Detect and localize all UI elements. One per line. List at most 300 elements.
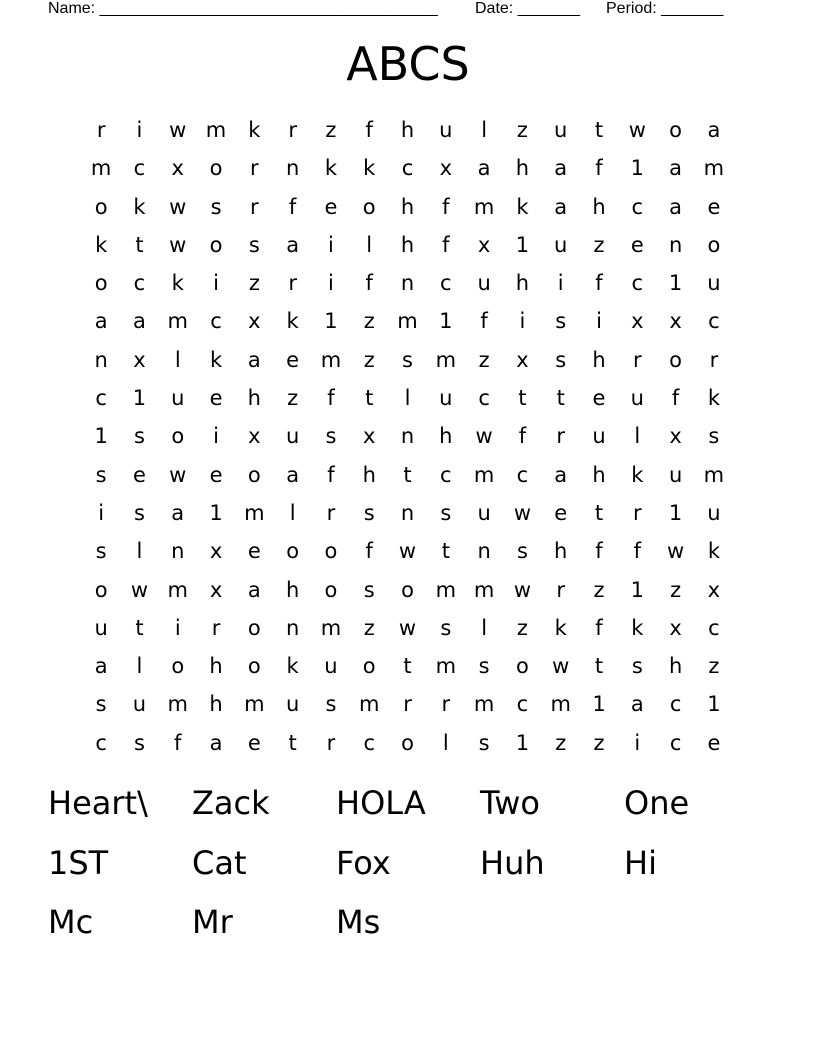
- grid-cell: l: [481, 118, 488, 142]
- grid-cell: n: [400, 424, 415, 449]
- grid-cell: x: [363, 424, 376, 449]
- grid-cell: t: [403, 654, 412, 679]
- grid-cell: e: [286, 347, 300, 372]
- grid-cell: s: [631, 654, 643, 679]
- grid-cell: o: [94, 194, 108, 219]
- grid-cell: 1: [515, 232, 530, 257]
- grid-cell: t: [365, 386, 374, 411]
- grid-cell: e: [592, 386, 606, 411]
- grid-cell: o: [247, 615, 261, 640]
- grid-cell: 1: [668, 271, 683, 296]
- grid-cell: e: [630, 232, 644, 257]
- grid-cell: x: [631, 309, 644, 334]
- grid-cell: h: [668, 654, 683, 679]
- grid-cell: u: [707, 500, 721, 525]
- grid-cell: m: [167, 577, 188, 602]
- grid-cell: o: [324, 539, 338, 564]
- grid-cell: x: [669, 424, 682, 449]
- grid-cell: 1: [439, 309, 453, 334]
- grid-cell: m: [550, 692, 571, 717]
- grid-cell: e: [247, 730, 261, 755]
- grid-cell: w: [398, 539, 417, 564]
- grid-cell: k: [631, 462, 644, 487]
- grid-cell: a: [286, 232, 300, 257]
- grid-cell: n: [171, 539, 185, 564]
- grid-cell: z: [363, 309, 375, 334]
- grid-cell: m: [358, 692, 380, 717]
- grid-cell: h: [209, 692, 223, 717]
- grid-cell: l: [634, 424, 641, 449]
- grid-cell: 1: [630, 156, 644, 181]
- grid-cell: w: [169, 462, 187, 487]
- grid-cell: k: [95, 232, 108, 257]
- grid-cell: s: [440, 500, 452, 525]
- grid-cell: k: [516, 194, 529, 219]
- grid-cell: a: [477, 156, 491, 181]
- grid-cell: z: [670, 577, 682, 602]
- grid-cell: f: [288, 194, 297, 219]
- grid-cell: s: [325, 692, 337, 717]
- grid-cell: f: [633, 539, 641, 564]
- grid-cell: w: [169, 194, 187, 219]
- grid-cell: f: [442, 232, 450, 257]
- grid-cell: 1: [707, 692, 721, 717]
- grid-cell: i: [213, 424, 219, 449]
- grid-cell: s: [248, 232, 260, 257]
- grid-cell: l: [136, 539, 143, 564]
- grid-row: [82, 724, 734, 762]
- grid-cell: c: [669, 692, 682, 717]
- grid-row: [82, 609, 734, 647]
- grid-cell: l: [481, 615, 488, 640]
- grid-cell: o: [669, 118, 683, 142]
- word-list-item: One: [624, 784, 690, 822]
- grid-cell: m: [167, 309, 188, 334]
- grid-cell: c: [631, 271, 644, 296]
- grid-cell: e: [707, 730, 721, 755]
- grid-cell: o: [401, 730, 414, 755]
- grid-cell: u: [171, 386, 185, 411]
- grid-cell: m: [90, 156, 112, 181]
- word-list-item: Hi: [624, 843, 657, 882]
- grid-cell: o: [324, 577, 338, 602]
- grid-cell: i: [174, 615, 181, 640]
- grid-cell: o: [401, 577, 414, 602]
- grid-cell: a: [669, 156, 683, 181]
- grid-cell: t: [518, 386, 527, 411]
- grid-cell: c: [708, 309, 720, 334]
- grid-cell: o: [515, 654, 529, 679]
- grid-cell: x: [209, 539, 223, 564]
- grid-cell: l: [404, 386, 411, 411]
- worksheet-header: [48, 0, 748, 20]
- grid-cell: z: [516, 118, 528, 142]
- grid-cell: c: [440, 462, 452, 487]
- grid-cell: m: [435, 577, 457, 602]
- grid-cell: o: [94, 271, 108, 296]
- word-list-item: Fox: [336, 843, 391, 882]
- grid-cell: i: [596, 309, 602, 334]
- grid-cell: u: [94, 615, 108, 640]
- grid-cell: n: [285, 156, 300, 181]
- grid-cell: m: [320, 347, 342, 372]
- grid-cell: z: [363, 615, 375, 640]
- grid-cell: f: [174, 730, 182, 755]
- grid-cell: k: [286, 654, 299, 679]
- grid-cell: h: [592, 194, 606, 219]
- grid-cell: 1: [515, 730, 530, 755]
- grid-cell: m: [473, 577, 495, 602]
- grid-cell: k: [707, 539, 720, 564]
- grid-cell: s: [95, 692, 107, 717]
- grid-cell: x: [248, 424, 261, 449]
- grid-cell: z: [516, 615, 528, 640]
- grid-cell: 1: [592, 692, 606, 717]
- grid-cell: i: [98, 500, 105, 525]
- grid-cell: r: [288, 118, 297, 142]
- grid-cell: a: [554, 462, 568, 487]
- grid-cell: k: [363, 156, 376, 181]
- grid-cell: l: [289, 500, 296, 525]
- grid-cell: s: [708, 424, 720, 449]
- word-list-item: HOLA: [336, 784, 426, 822]
- grid-cell: u: [439, 118, 453, 142]
- grid-cell: u: [132, 692, 147, 717]
- grid-cell: r: [709, 347, 719, 372]
- grid-cell: e: [707, 194, 721, 219]
- grid-row: [82, 417, 734, 455]
- grid-cell: r: [632, 347, 642, 372]
- grid-cell: f: [365, 539, 373, 564]
- grid-row: [82, 302, 734, 340]
- grid-cell: h: [554, 539, 568, 564]
- grid-row: [82, 647, 734, 685]
- grid-cell: s: [133, 730, 145, 755]
- grid-cell: e: [209, 462, 223, 487]
- grid-cell: o: [94, 577, 108, 602]
- grid-cell: x: [209, 577, 223, 602]
- grid-cell: r: [556, 424, 566, 449]
- grid-cell: r: [211, 615, 221, 640]
- grid-cell: h: [247, 386, 261, 411]
- grid-cell: z: [708, 654, 720, 679]
- grid-cell: a: [286, 462, 300, 487]
- grid-row: [82, 341, 734, 379]
- grid-cell: c: [516, 692, 529, 717]
- grid-cell: x: [669, 615, 682, 640]
- grid-cell: w: [130, 577, 149, 602]
- grid-cell: i: [634, 730, 641, 755]
- grid-cell: c: [478, 386, 490, 411]
- grid-cell: f: [365, 271, 373, 296]
- grid-cell: e: [132, 462, 146, 487]
- grid-cell: t: [594, 654, 604, 679]
- grid-cell: m: [473, 692, 495, 717]
- grid-cell: m: [435, 347, 457, 372]
- grid-cell: c: [669, 730, 682, 755]
- grid-cell: l: [442, 730, 449, 755]
- grid-cell: 1: [668, 500, 683, 525]
- grid-cell: w: [513, 577, 531, 602]
- page-title: ABCS: [346, 37, 470, 91]
- grid-cell: c: [95, 386, 107, 411]
- grid-cell: z: [593, 577, 605, 602]
- grid-cell: f: [327, 462, 335, 487]
- grid-cell: h: [592, 347, 606, 372]
- grid-cell: t: [135, 615, 144, 640]
- grid-cell: u: [668, 462, 683, 487]
- grid-cell: k: [286, 309, 299, 334]
- grid-cell: n: [400, 271, 415, 296]
- grid-cell: f: [327, 386, 335, 411]
- grid-cell: s: [478, 730, 490, 755]
- grid-row: [82, 149, 734, 187]
- grid-row: [82, 532, 734, 570]
- grid-row: [82, 264, 734, 302]
- grid-cell: z: [248, 271, 260, 296]
- grid-row: [82, 226, 734, 264]
- grid-cell: r: [96, 118, 106, 142]
- grid-cell: s: [325, 424, 337, 449]
- grid-cell: n: [477, 539, 491, 564]
- grid-cell: s: [133, 424, 145, 449]
- grid-row: [82, 111, 734, 149]
- grid-cell: f: [595, 156, 603, 181]
- grid-cell: h: [400, 194, 415, 219]
- grid-cell: t: [441, 539, 450, 564]
- grid-cell: o: [171, 654, 185, 679]
- grid-cell: m: [473, 462, 495, 487]
- grid-cell: i: [136, 118, 143, 142]
- grid-cell: o: [286, 539, 300, 564]
- grid-cell: n: [285, 615, 300, 640]
- grid-cell: w: [398, 615, 417, 640]
- grid-cell: r: [632, 500, 642, 525]
- grid-cell: o: [209, 156, 223, 181]
- period-field: Period: _______: [606, 0, 724, 17]
- grid-cell: a: [669, 194, 683, 219]
- grid-cell: z: [593, 232, 605, 257]
- grid-cell: t: [594, 118, 604, 142]
- grid-cell: w: [513, 500, 531, 525]
- grid-cell: w: [552, 654, 570, 679]
- grid-cell: s: [516, 539, 528, 564]
- grid-cell: f: [518, 424, 527, 449]
- grid-cell: h: [285, 577, 300, 602]
- grid-cell: m: [435, 654, 457, 679]
- grid-cell: x: [248, 309, 261, 334]
- grid-cell: m: [703, 462, 725, 487]
- grid-cell: m: [205, 118, 227, 142]
- grid-cell: t: [556, 386, 565, 411]
- grid-cell: x: [707, 577, 721, 602]
- grid-cell: m: [244, 692, 265, 717]
- grid-cell: i: [328, 232, 334, 257]
- grid-cell: k: [631, 615, 644, 640]
- grid-cell: l: [136, 654, 143, 679]
- grid-cell: i: [519, 309, 526, 334]
- grid-cell: z: [593, 730, 605, 755]
- grid-cell: f: [595, 539, 603, 564]
- grid-cell: k: [248, 118, 261, 142]
- grid-cell: a: [247, 577, 261, 602]
- grid-cell: x: [133, 347, 146, 372]
- grid-cell: 1: [630, 577, 644, 602]
- grid-cell: s: [555, 347, 567, 372]
- grid-cell: k: [171, 271, 184, 296]
- grid-cell: h: [515, 271, 530, 296]
- grid-cell: 1: [132, 386, 147, 411]
- grid-cell: u: [707, 271, 721, 296]
- grid-cell: o: [362, 194, 376, 219]
- grid-cell: t: [135, 232, 144, 257]
- grid-cell: u: [477, 500, 491, 525]
- grid-cell: z: [478, 347, 490, 372]
- letter-grid: [82, 111, 734, 762]
- grid-cell: f: [442, 194, 450, 219]
- grid-cell: h: [439, 424, 453, 449]
- grid-cell: m: [703, 156, 725, 181]
- date-field: Date: _______: [475, 0, 580, 17]
- grid-cell: o: [247, 654, 261, 679]
- grid-cell: z: [555, 730, 567, 755]
- grid-cell: k: [133, 194, 146, 219]
- grid-cell: e: [209, 386, 223, 411]
- grid-cell: z: [325, 118, 337, 142]
- grid-cell: s: [95, 462, 107, 487]
- grid-cell: 1: [324, 309, 338, 334]
- grid-cell: a: [209, 730, 223, 755]
- grid-cell: a: [133, 309, 146, 334]
- grid-cell: m: [244, 500, 265, 525]
- grid-cell: w: [169, 232, 187, 257]
- grid-cell: s: [478, 654, 490, 679]
- word-list-item: Two: [480, 784, 540, 822]
- grid-cell: a: [94, 309, 108, 334]
- grid-cell: x: [171, 156, 184, 181]
- grid-row: [82, 494, 734, 532]
- grid-cell: u: [285, 424, 300, 449]
- grid-cell: h: [362, 462, 376, 487]
- grid-cell: c: [631, 194, 644, 219]
- grid-cell: r: [326, 500, 336, 525]
- word-list-item: Mr: [192, 903, 233, 941]
- grid-row: [82, 456, 734, 494]
- grid-cell: c: [363, 730, 375, 755]
- grid-cell: w: [667, 539, 685, 564]
- grid-cell: t: [288, 730, 297, 755]
- grid-cell: f: [595, 615, 603, 640]
- grid-cell: m: [320, 615, 342, 640]
- grid-cell: w: [475, 424, 493, 449]
- word-list-item: 1ST: [48, 843, 109, 882]
- word-list-item: Heart\: [48, 784, 148, 822]
- grid-cell: o: [669, 347, 683, 372]
- grid-cell: s: [133, 500, 145, 525]
- grid-cell: u: [285, 692, 300, 717]
- word-list-item: Cat: [192, 843, 247, 882]
- grid-cell: w: [628, 118, 646, 142]
- grid-cell: e: [324, 194, 338, 219]
- grid-cell: u: [630, 386, 644, 411]
- grid-cell: x: [477, 232, 491, 257]
- grid-cell: a: [554, 194, 568, 219]
- grid-cell: t: [403, 462, 412, 487]
- grid-cell: c: [95, 730, 107, 755]
- grid-cell: k: [209, 347, 223, 372]
- grid-cell: k: [554, 615, 567, 640]
- grid-row: [82, 685, 734, 723]
- word-list-item: Mc: [48, 903, 94, 941]
- grid-cell: s: [363, 500, 375, 525]
- grid-cell: n: [400, 500, 415, 525]
- grid-cell: r: [403, 692, 412, 717]
- grid-cell: 1: [94, 424, 108, 449]
- grid-cell: u: [554, 232, 568, 257]
- grid-row: [82, 571, 734, 609]
- grid-cell: i: [557, 271, 564, 296]
- grid-cell: 1: [209, 500, 223, 525]
- grid-cell: h: [209, 654, 223, 679]
- grid-cell: f: [365, 118, 373, 142]
- grid-cell: f: [480, 309, 488, 334]
- word-list-item: Huh: [480, 843, 545, 882]
- grid-cell: s: [555, 309, 567, 334]
- grid-cell: s: [210, 194, 222, 219]
- grid-cell: s: [363, 577, 375, 602]
- grid-cell: o: [707, 232, 721, 257]
- grid-cell: k: [324, 156, 338, 181]
- grid-cell: s: [95, 539, 107, 564]
- grid-cell: u: [592, 424, 606, 449]
- grid-cell: c: [708, 615, 720, 640]
- grid-cell: f: [671, 386, 680, 411]
- grid-cell: t: [594, 500, 604, 525]
- grid-cell: i: [213, 271, 219, 296]
- grid-cell: c: [516, 462, 529, 487]
- grid-cell: r: [556, 577, 566, 602]
- grid-cell: m: [167, 692, 188, 717]
- grid-cell: u: [477, 271, 491, 296]
- grid-cell: r: [250, 194, 259, 219]
- grid-cell: u: [554, 118, 568, 142]
- word-list: [48, 779, 768, 958]
- grid-cell: a: [94, 654, 108, 679]
- grid-cell: r: [326, 730, 336, 755]
- grid-cell: m: [473, 194, 495, 219]
- grid-cell: f: [595, 271, 603, 296]
- grid-row: [82, 188, 734, 226]
- grid-cell: l: [366, 232, 373, 257]
- grid-cell: a: [707, 118, 721, 142]
- grid-cell: h: [515, 156, 530, 181]
- grid-cell: h: [592, 462, 606, 487]
- grid-cell: o: [209, 232, 223, 257]
- grid-cell: c: [210, 309, 222, 334]
- grid-cell: w: [169, 118, 187, 142]
- grid-cell: x: [516, 347, 529, 372]
- grid-cell: a: [554, 156, 568, 181]
- grid-cell: n: [94, 347, 108, 372]
- grid-cell: a: [247, 347, 261, 372]
- name-field: Name: ______________________________________: [48, 0, 438, 17]
- grid-cell: c: [133, 271, 146, 296]
- grid-cell: h: [400, 232, 415, 257]
- grid-row: [82, 379, 734, 417]
- word-list-item: Zack: [192, 784, 270, 822]
- grid-cell: s: [440, 615, 452, 640]
- grid-cell: x: [669, 309, 682, 334]
